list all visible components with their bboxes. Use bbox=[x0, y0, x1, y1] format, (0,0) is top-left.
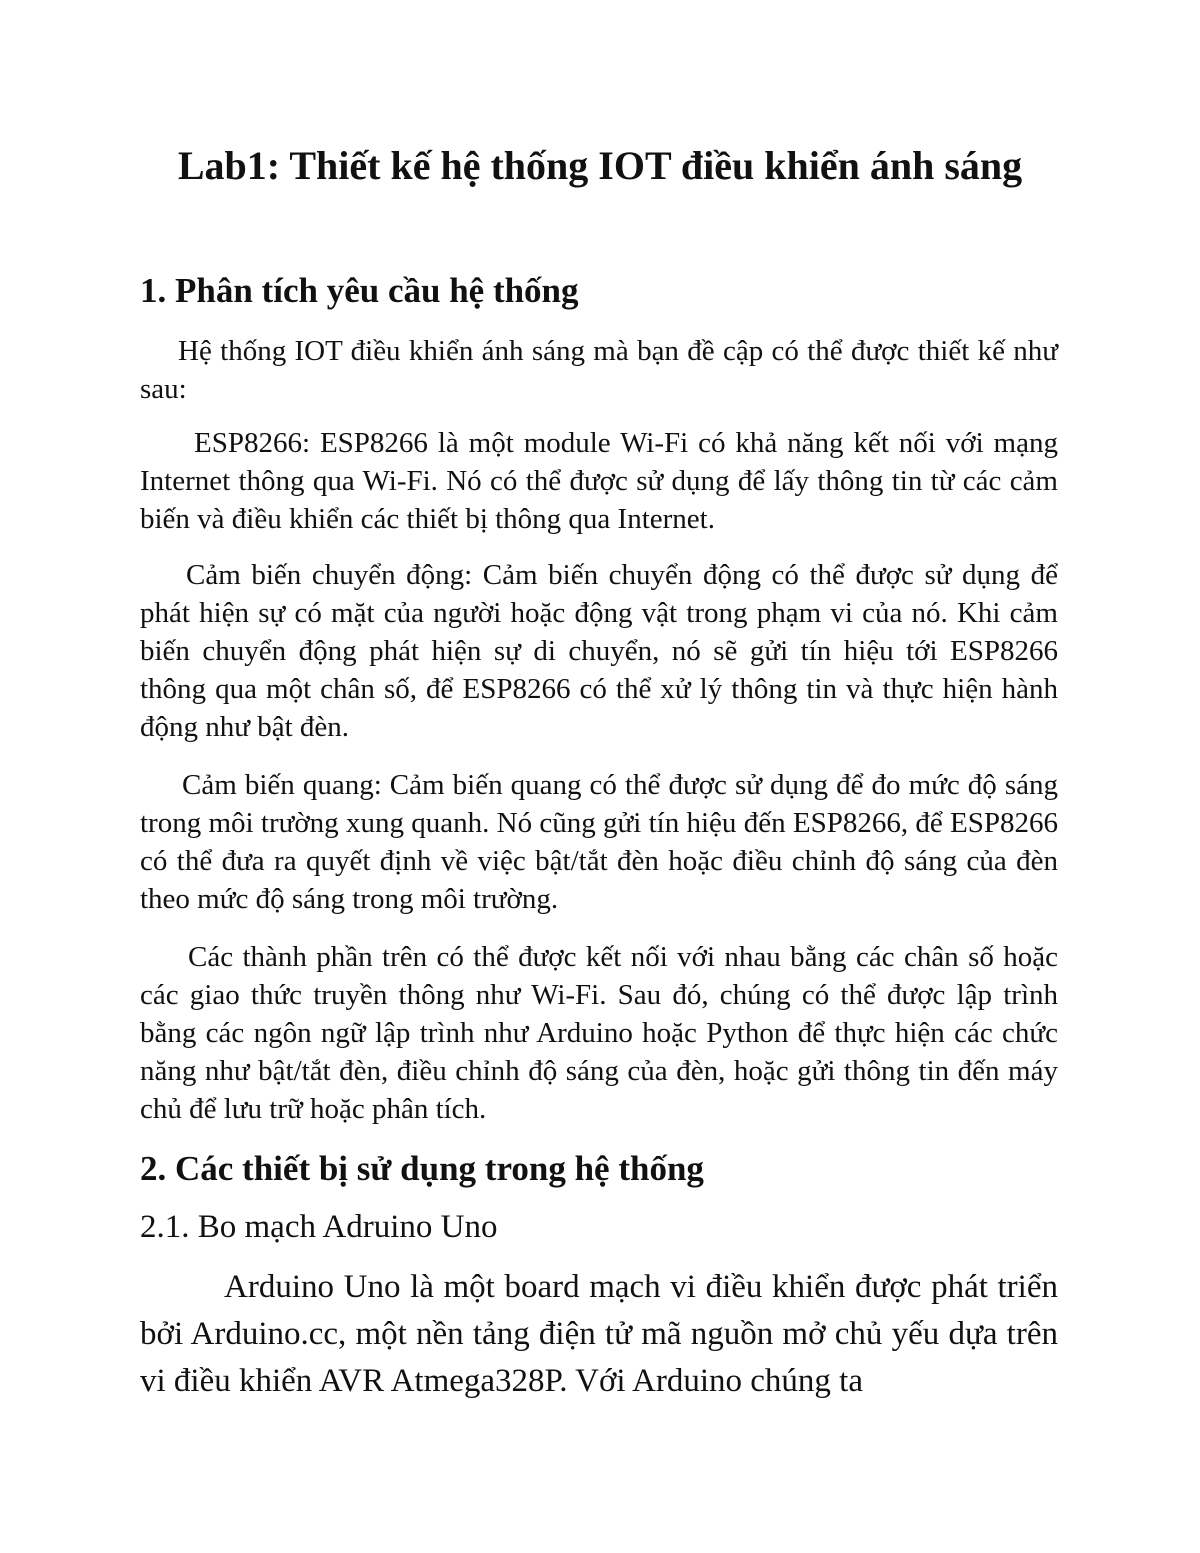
section-1-paragraph-intro: Hệ thống IOT điều khiển ánh sáng mà bạn đề cập có thể được thiết kế như sau: bbox=[140, 335, 1058, 405]
section-2-heading: 2. Các thiết bị sử dụng trong hệ thống bbox=[140, 1149, 704, 1188]
section-1-paragraph-motion-sensor: Cảm biến chuyển động: Cảm biến chuyển động có thể được sử dụng để phát hiện sự có mặt của người hoặc động vật trong phạm vi của nó. Khi cảm biến chuyển động phát hiện sự di chuyển, nó sẽ gửi tín hiệu tới ESP8266 thông qua một chân số, để ESP8266 có thể xử lý thông tin và thực hiện hành động như bật đèn. bbox=[140, 559, 1058, 743]
section-1-heading: 1. Phân tích yêu cầu hệ thống bbox=[140, 271, 579, 310]
subsection-2-1-heading: 2.1. Bo mạch Adruino Uno bbox=[140, 1209, 498, 1245]
document-title: Lab1: Thiết kế hệ thống IOT điều khiển ánh sáng bbox=[177, 143, 1023, 188]
subsection-2-1-paragraph: Arduino Uno là một board mạch vi điều khiển được phát triển bởi Arduino.cc, một nền tảng điện tử mã nguồn mở chủ yếu dựa trên vi điều khiển AVR Atmega328P. Với Arduino chúng ta bbox=[140, 1269, 1058, 1399]
section-1-paragraph-esp8266: ESP8266: ESP8266 là một module Wi-Fi có khả năng kết nối với mạng Internet thông qua Wi-Fi. Nó có thể được sử dụng để lấy thông tin từ các cảm biến và điều khiển các thiết bị thông qua Internet. bbox=[140, 427, 1058, 535]
section-1-paragraph-connection: Các thành phần trên có thể được kết nối với nhau bằng các chân số hoặc các giao thức truyền thông như Wi-Fi. Sau đó, chúng có thể được lập trình bằng các ngôn ngữ lập trình như Arduino hoặc Python để thực hiện các chức năng như bật/tắt đèn, điều chỉnh độ sáng của đèn, hoặc gửi thông tin đến máy chủ để lưu trữ hoặc phân tích. bbox=[140, 941, 1058, 1125]
section-1-paragraph-light-sensor: Cảm biến quang: Cảm biến quang có thể được sử dụng để đo mức độ sáng trong môi trường xung quanh. Nó cũng gửi tín hiệu đến ESP8266, để ESP8266 có thể đưa ra quyết định về việc bật/tắt đèn hoặc điều chỉnh độ sáng của đèn theo mức độ sáng trong môi trường. bbox=[140, 769, 1058, 915]
